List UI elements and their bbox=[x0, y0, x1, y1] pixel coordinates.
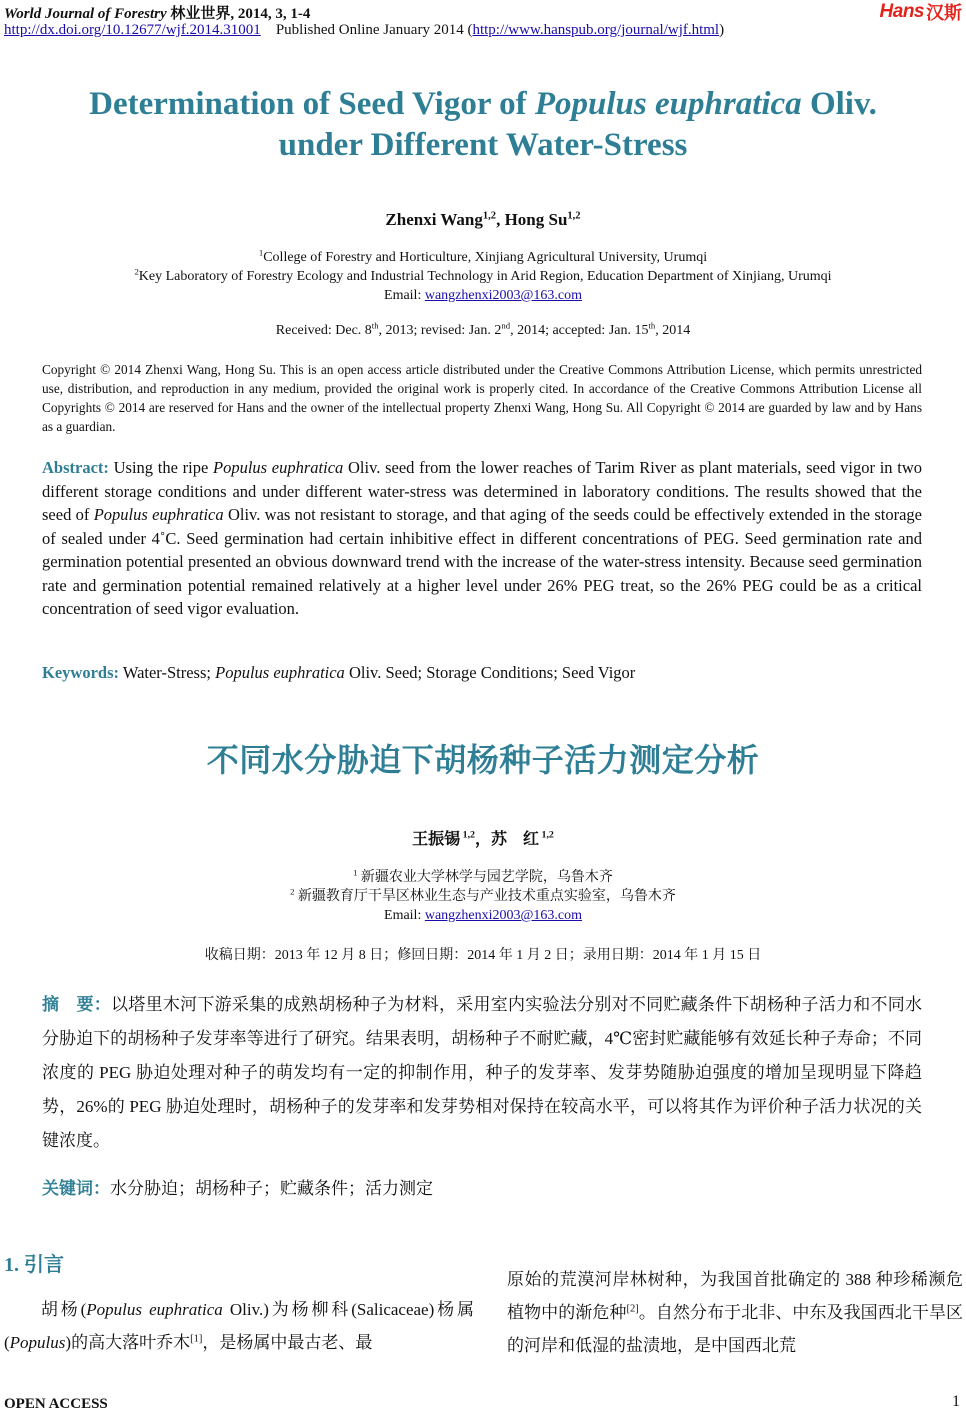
author-name-zh: ，苏 红 bbox=[475, 831, 540, 848]
body-text: )的高大落叶乔木 bbox=[65, 1333, 191, 1352]
section-title: 引言 bbox=[24, 1252, 64, 1276]
doi-link[interactable]: http://dx.doi.org/10.12677/wjf.2014.31001 bbox=[4, 22, 261, 38]
published-close: ) bbox=[719, 22, 725, 38]
citation-ref[interactable]: [1] bbox=[190, 1333, 203, 1345]
journal-link[interactable]: http://www.hanspub.org/journal/wjf.html bbox=[472, 22, 720, 38]
date-sup: th bbox=[371, 320, 379, 331]
logo-zh: 汉斯 bbox=[926, 3, 962, 24]
title-species: Populus euphratica bbox=[534, 86, 802, 122]
affiliation-sup: 2 bbox=[134, 266, 139, 277]
affiliation-text: 新疆教育厅干旱区林业生态与产业技术重点实验室，乌鲁木齐 bbox=[294, 889, 676, 904]
body-text: 。自然分布于北非、中东及我国西北干旱区的河岸和低湿的盐渍地，是中国西北荒 bbox=[507, 1303, 964, 1355]
body-genus: Populus bbox=[9, 1333, 66, 1352]
title-line2: under Different Water-Stress bbox=[278, 127, 688, 163]
abstract-species: Populus euphratica bbox=[93, 505, 224, 524]
affiliations-en bbox=[0, 248, 966, 305]
keywords-label-zh: 关键词： bbox=[42, 1179, 110, 1199]
affiliation bbox=[0, 887, 966, 906]
body-column-left bbox=[4, 1293, 474, 1359]
keywords-text: Oliv. Seed; Storage Conditions; Seed Vigor bbox=[344, 663, 636, 682]
affiliation-sup: 2 bbox=[290, 886, 295, 897]
affiliation-text: College of Forestry and Horticulture, Xinjiang Agricultural University, Urumqi bbox=[263, 250, 708, 265]
abstract-species: Populus euphratica bbox=[213, 458, 344, 477]
title-part: Oliv. bbox=[801, 86, 877, 122]
paper-title-zh: 不同水分胁迫下胡杨种子活力测定分析 bbox=[206, 741, 760, 779]
abstract-text: Oliv. was not resistant to storage, and that aging of the seeds could be effectively extended in the storage of sealed under 4˚C. Seed germination had certain inhibitive effect in different concentrations of PEG. Seed germination rate and germination potential presented an obvious downward trend with the increase of the water-stress intensity. Because seed germination rate and germination potential remained relatively at a higher level under 26% PEG treat, so the 26% PEG could be as a critical concentration of seed vigor evaluation. bbox=[42, 505, 922, 618]
abstract-zh bbox=[42, 988, 922, 1158]
keywords-species: Populus euphratica bbox=[215, 663, 345, 682]
author-sup: 1,2 bbox=[482, 210, 497, 222]
email-label: Email: bbox=[384, 288, 425, 303]
email-label: Email: bbox=[384, 908, 425, 923]
body-text: ，是杨属中最古老、最 bbox=[202, 1333, 373, 1352]
abstract-en bbox=[42, 456, 922, 621]
paper-title-en bbox=[0, 84, 966, 166]
hans-logo bbox=[880, 1, 962, 23]
affiliation-text: 新疆农业大学林学与园艺学院，乌鲁木齐 bbox=[357, 870, 613, 885]
authors-en bbox=[0, 210, 966, 230]
abstract-label: Abstract: bbox=[42, 458, 109, 477]
keywords-zh bbox=[42, 1174, 922, 1199]
date-sup: th bbox=[648, 320, 656, 331]
date-text: , 2014; accepted: Jan. 15 bbox=[510, 323, 649, 338]
affiliation bbox=[0, 248, 966, 267]
doi-line bbox=[4, 22, 724, 39]
author-sup: 1,2 bbox=[539, 829, 554, 841]
author-sup: 1,2 bbox=[460, 829, 475, 841]
abstract-label-zh: 摘 要： bbox=[42, 995, 112, 1015]
affiliation-sup: 1 bbox=[353, 867, 358, 878]
section-number: 1. bbox=[4, 1254, 24, 1276]
open-access-label: OPEN ACCESS bbox=[4, 1396, 108, 1412]
body-text: 原始的荒漠河岸林树种，为我国首批确定的 388 种珍稀濒危植物中的渐危种 bbox=[507, 1270, 963, 1322]
email-line bbox=[0, 286, 966, 305]
title-part: Determination of Seed Vigor of bbox=[89, 86, 535, 122]
date-text: Received: Dec. 8 bbox=[275, 323, 372, 338]
body-text: Oliv.)为杨柳科(Salicaceae)杨属( bbox=[4, 1300, 474, 1352]
section-heading bbox=[4, 1248, 64, 1277]
keywords-text: Water-Stress; bbox=[119, 663, 216, 682]
copyright-notice: Copyright © 2014 Zhenxi Wang, Hong Su. This is an open access article distributed under the Creative Commons Attribution License, which permits unrestricted use, distribution, and reproduction in any medium, provided the original work is properly cited. In accordance of the Creative Commons Attribution License all Copyrights © 2014 are reserved for Hans and the owner of the intellectual property Zhenxi Wang, Hong Su. All Copyright © 2014 are guarded by law and by Hans as a guardian. bbox=[42, 362, 922, 434]
date-text: , 2013; revised: Jan. 2 bbox=[378, 323, 502, 338]
journal-name: World Journal of Forestry bbox=[4, 6, 167, 22]
abstract-text: Oliv. seed from the lower reaches of Tarim River as plant materials, seed vigor in two different storage conditions and under different water-stress was determined in laboratory conditions. The results showed that the seed of bbox=[42, 458, 923, 524]
author-sup: 1,2 bbox=[567, 210, 581, 222]
abstract-text-zh: 以塔里木河下游采集的成熟胡杨种子为材料，采用室内实验法分别对不同贮藏条件下胡杨种子活力和不同水分胁迫下的胡杨种子发芽率等进行了研究。结果表明，胡杨种子不耐贮藏，4℃密封贮藏能够有效延长种子寿命；不同浓度的 PEG 胁迫处理对种子的萌发均有一定的抑制作用，种子的发芽率、发芽势随胁迫强度的增加呈现明显下降趋势，26%的 PEG 胁迫处理时，胡杨种子的发芽率和发芽势相对保持在较高水平，可以将其作为评价种子活力状况的关键浓度。 bbox=[42, 995, 923, 1150]
abstract-text: Using the ripe bbox=[108, 458, 213, 477]
author-name: Zhenxi Wang bbox=[385, 210, 483, 229]
author-name: Hong Su bbox=[504, 210, 568, 229]
affiliation-sup: 1 bbox=[258, 247, 264, 258]
keywords-en bbox=[42, 663, 922, 683]
author-name-zh: 王振锡 bbox=[412, 831, 461, 848]
page-number: 1 bbox=[952, 1393, 960, 1410]
body-column-right bbox=[507, 1263, 963, 1362]
affiliation-text: Key Laboratory of Forestry Ecology and Industrial Technology in Arid Region, Education Department of Xinjiang, Urumqi bbox=[138, 269, 832, 284]
date-text: , 2014 bbox=[655, 323, 691, 338]
author-sep: , bbox=[496, 210, 505, 229]
body-species: Populus euphratica bbox=[86, 1300, 223, 1319]
date-sup: nd bbox=[501, 320, 511, 331]
journal-info: 林业世界, 2014, 3, 1-4 bbox=[166, 6, 311, 22]
email-link[interactable]: wangzhenxi2003@163.com bbox=[424, 288, 582, 303]
logo-en: Hans bbox=[879, 1, 924, 22]
published-text: Published Online January 2014 ( bbox=[275, 22, 473, 38]
citation-ref[interactable]: [2] bbox=[626, 1303, 639, 1315]
authors-zh bbox=[0, 826, 966, 849]
affiliation bbox=[0, 267, 966, 286]
keywords-text-zh: 水分胁迫；胡杨种子；贮藏条件；活力测定 bbox=[110, 1179, 433, 1198]
dates-zh: 收稿日期：2013 年 12 月 8 日；修回日期：2014 年 1 月 2 日；录用日期：2014 年 1 月 15 日 bbox=[204, 948, 762, 963]
keywords-label: Keywords: bbox=[42, 663, 119, 682]
email-link[interactable]: wangzhenxi2003@163.com bbox=[424, 908, 582, 923]
email-line bbox=[0, 906, 966, 925]
body-text: 胡杨( bbox=[38, 1300, 87, 1319]
dates-en bbox=[0, 321, 966, 340]
journal-header bbox=[4, 2, 310, 23]
affiliation bbox=[0, 868, 966, 887]
affiliations-zh bbox=[0, 868, 966, 925]
